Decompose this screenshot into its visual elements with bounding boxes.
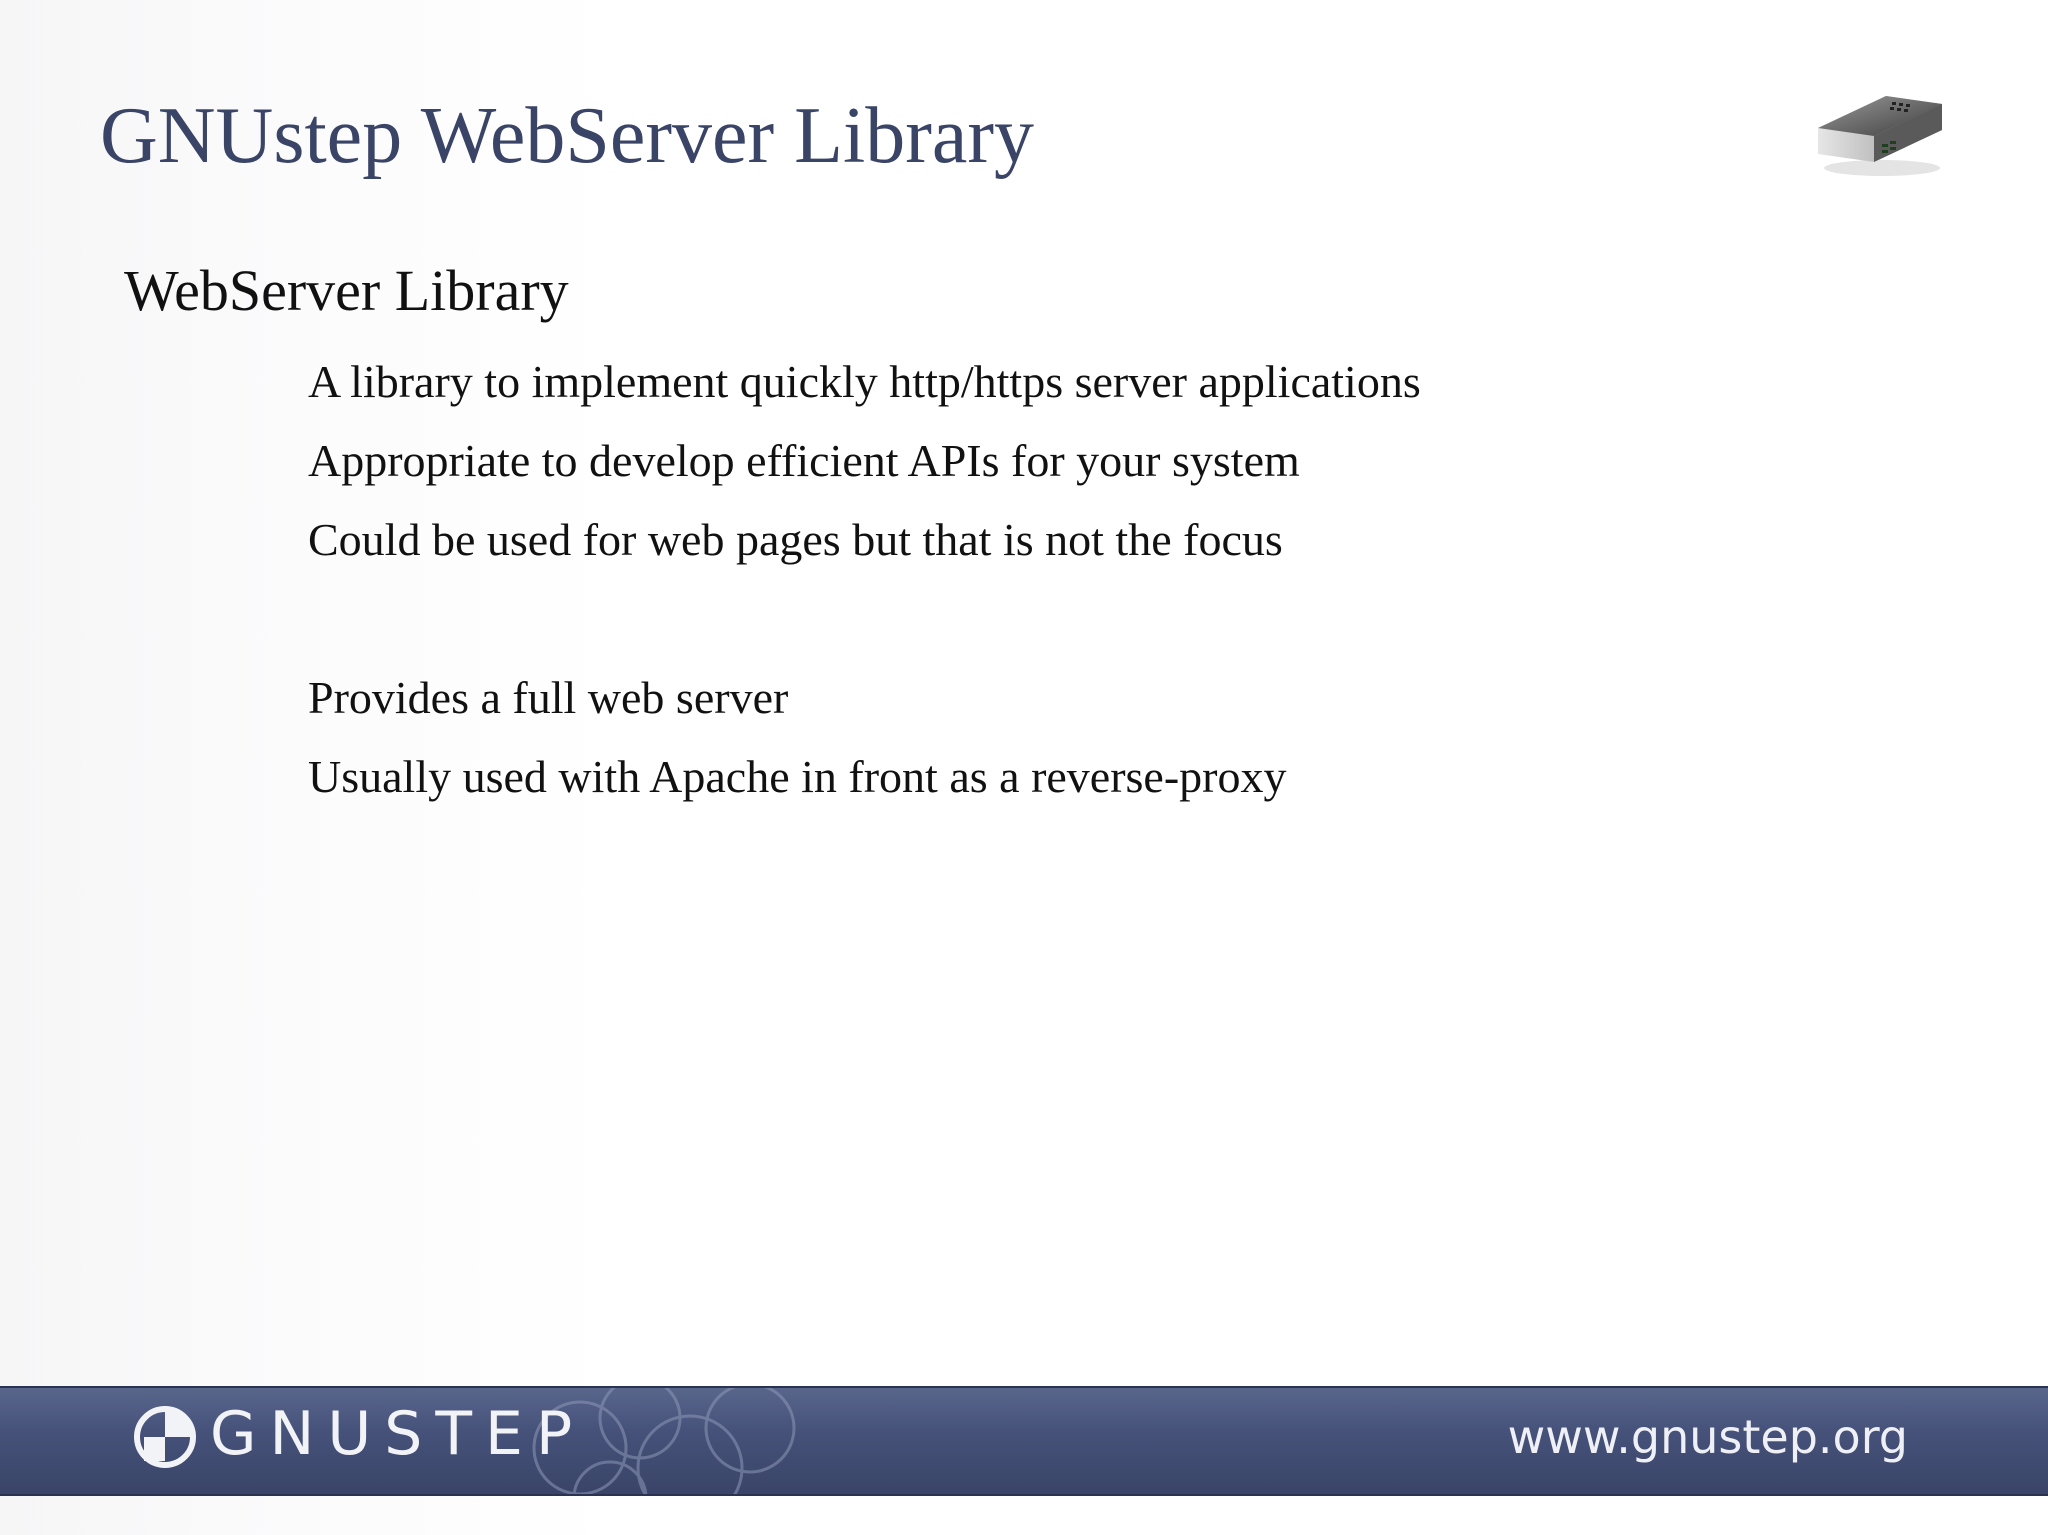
footer-bar xyxy=(0,1386,2048,1496)
gnustep-logo-text: GNUSTEP xyxy=(210,1399,586,1469)
slide-title: GNUstep WebServer Library xyxy=(100,92,1035,180)
bullet-list xyxy=(308,354,1421,828)
bullet-item: Usually used with Apache in front as a reverse-proxy xyxy=(308,751,1287,802)
bullet-item: Provides a full web server xyxy=(308,672,789,723)
footer-url: www.gnustep.org xyxy=(1507,1410,1908,1464)
gnustep-logo-icon xyxy=(134,1406,196,1468)
bullet-spacer xyxy=(308,591,1421,670)
bullet-item: A library to implement quickly http/https server applications xyxy=(308,356,1421,407)
section-heading: WebServer Library xyxy=(124,258,569,323)
server-icon xyxy=(1810,84,1950,180)
bullet-item: Could be used for web pages but that is not the focus xyxy=(308,514,1283,565)
bullet-item: Appropriate to develop efficient APIs for your system xyxy=(308,435,1300,486)
